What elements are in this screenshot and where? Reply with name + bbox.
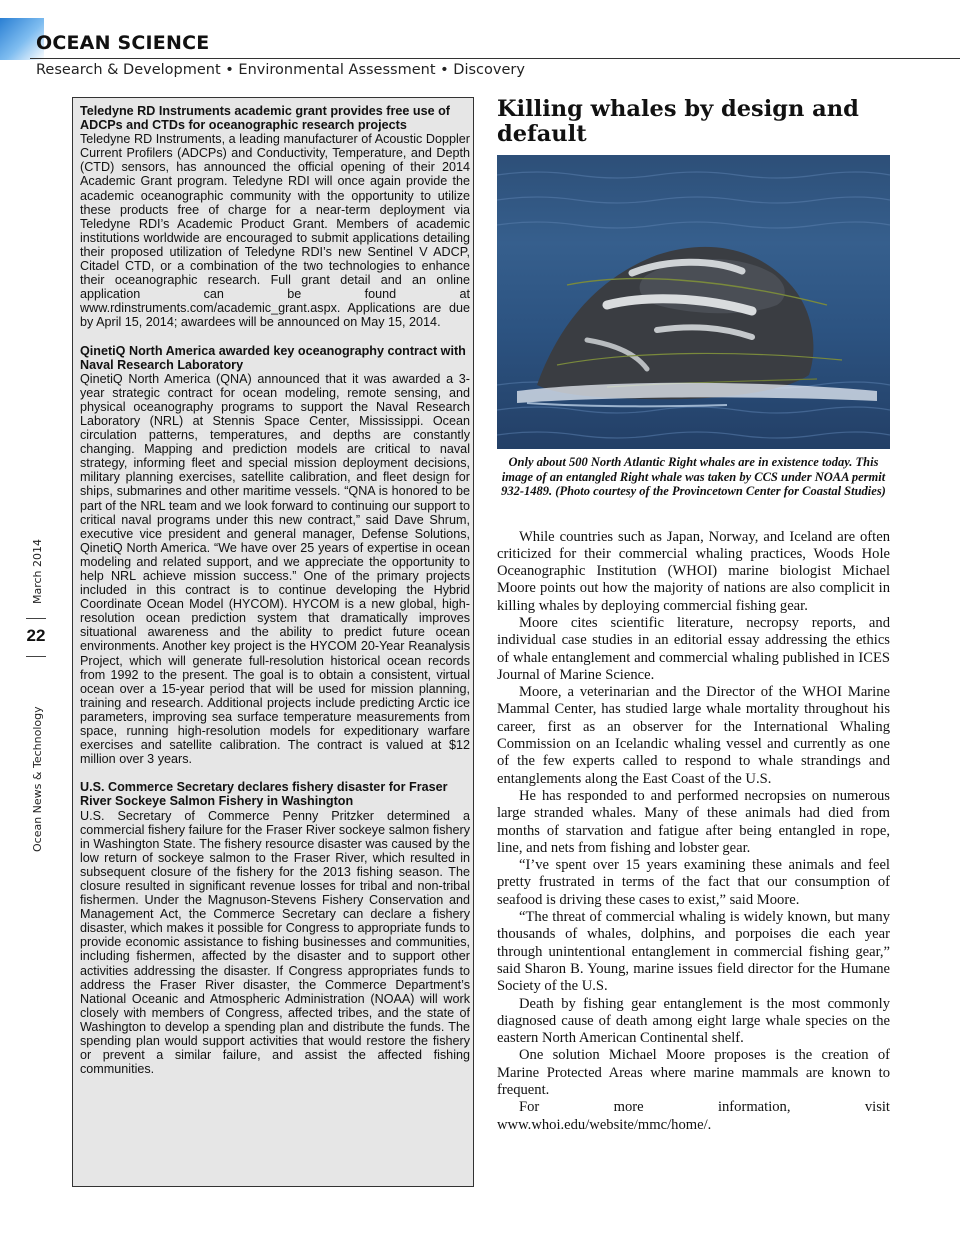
news-body: QinetiQ North America (QNA) announced that it was awarded a 3-year strategic contract for ocean modeling, remote sensing, and physical oceanography programs to support the Naval Research Laboratory (NRL) at Stennis Space Center, Mississippi. Ocean circulation patterns, temperatures, and depths are constantly changing. Mapping and prediction models are critical to naval strategy, informing fleet and special mission deployment decisions, military planning exercises, satellite calibration, and fleet design for ships, submarines and other maritime vessels. “QNA is honored to be part of the NRL team and we look forward to continuing our support to critical naval programs under this new contract,” said Dave Shrum, executive vice president and general manager, Defense Solutions, QinetiQ North America. “We have over 25 years of expertise in ocean modeling and related support, and we appreciate the opportunity to help NRL achieve mission success.” One of the primary projects included in this contract is to continue developing the Hybrid Coordinate Ocean Model (HYCOM). HYCOM is a new global, high-resolution ocean prediction system that dramatically improves situational awareness and the ability to predict future ocean environments. Another key project is the HYCOM 20-Year Reanalysis Project, which will generate full-resolution historical ocean records from 1992 to the present. The goal is to obtain a consistent, virtual ocean over a 15-year period that will be used for mission planning, training and research. Additional projects include predicting Arctic ice parameters, improving sea surface temperature measurements from space, running high-resolution models for expeditionary warfare exercises and satellite calibration. The contract is valued at $12 million over 3 years.: [80, 371, 470, 767]
article-paragraph: “I’ve spent over 15 years examining these animals and feel pretty frustrated in terms of the fact that our consumption of seafood is driving these cases to exist,” said Moore.: [497, 857, 890, 908]
article-title: Killing whales by design and default: [497, 96, 859, 147]
article-paragraph: While countries such as Japan, Norway, and Iceland are often criticized for their commercial whaling practices, Woods Hole Oceanographic Institution (WHOI) marine biologist Michael Moore points out how the majority of nations are also complicit in killing whales by deploying commercial fishing gear.: [497, 528, 890, 614]
sidebar-divider: [26, 618, 46, 619]
article-body: [497, 529, 890, 1134]
section-title: OCEAN SCIENCE: [36, 32, 210, 54]
whale-photo: [497, 155, 890, 449]
article-paragraph: One solution Michael Moore proposes is the creation of Marine Protected Areas where marine mammals are known to frequent.: [497, 1047, 890, 1098]
page-number: 22: [26, 626, 46, 645]
article-paragraph: He has responded to and performed necropsies on numerous large stranded whales. Many of these animals had died from months of starvation and fatigue after being entangled in rope, line, and nets from fishing and lobster gear.: [497, 787, 890, 856]
page-sidebar: [16, 530, 56, 860]
news-headline: U.S. Commerce Secretary declares fishery disaster for Fraser River Sockeye Salmon Fishery in Washington: [80, 780, 448, 809]
news-headline: Teledyne RD Instruments academic grant provides free use of ADCPs and CTDs for oceanographic research projects: [80, 104, 450, 133]
news-item: [80, 780, 470, 1076]
feature-article: [497, 97, 890, 1134]
news-body: Teledyne RD Instruments, a leading manufacturer of Acoustic Doppler Current Profilers (ADCPs) and Conductivity, Temperature, and Depth (CTD) sensors, has announced the official opening of their 2014 Academic Grant program. Teledyne RDI will once again provide the academic oceanographic community with the opportunity to utilize these products free of charge for a near-term deployment via Teledyne RDI’s Academic Product Grant. Members of academic institutions worldwide are encouraged to submit applications detailing their proposed utilization of Teledyne RDI’s new Sentinel V ADCP, Citadel CTD, or a combination of the two technologies to enhance their oceanographic research. Full grant detail and an online application can be found at www.rdinstruments.com/academic_grant.aspx. Applications are due by April 15, 2014; awardees will be announced on May 15, 2014.: [80, 132, 470, 330]
news-item: [80, 104, 470, 330]
article-paragraph: Death by fishing gear entanglement is the most commonly diagnosed cause of death among eight large whale species on the eastern North American Continental shelf.: [497, 995, 890, 1047]
news-body: U.S. Secretary of Commerce Penny Pritzker determined a commercial fishery failure for the Fraser River sockeye salmon fishery in Washington State. The fishery resource disaster was caused by the low return of sockeye salmon to the Fraser River, which resulted in subsequent closure of the fishery for the 2013 fishing season. The closure resulted in significant revenue losses for tribal and non-tribal fishermen. Under the Magnuson-Stevens Fishery Conservation and Management Act, the Commerce Secretary can declare a fishery disaster, which makes it possible for Congress to appropriate funds to provide economic assistance to fishing businesses and communities, including fishermen, affected by the disaster and to support other activities addressing the disaster. If Congress appropriates funds to address the Fraser River disaster, the Commerce Department’s National Oceanic and Atmospheric Administration (NOAA) will work closely with members of Congress, affected tribes, and the state of Washington to develop a spending plan and distribute the funds. The spending plan would support activities that would restore the fishery or prevent a similar failure, and assist the affected fishing communities.: [80, 808, 470, 1077]
article-paragraph: For more information, visit www.whoi.edu/website/mmc/home/.: [497, 1099, 890, 1133]
header-rule: [30, 58, 960, 59]
sidebar-divider: [26, 656, 46, 657]
section-subtitle: Research & Development • Environmental Assessment • Discovery: [36, 62, 525, 78]
article-paragraph: Moore cites scientific literature, necropsy reports, and individual case studies in an editorial essay addressing the ethics of whale entanglement and commercial whaling published in ICES Journal of Marine Science.: [497, 614, 890, 683]
photo-caption: Only about 500 North Atlantic Right whales are in existence today. This image of an entangled Right whale was taken by CCS under NOAA permit 932-1489. (Photo courtesy of the Provincetown Center for Coastal Studies): [501, 455, 886, 498]
publication-name: Ocean News & Technology: [31, 706, 44, 852]
issue-date: March 2014: [31, 538, 44, 604]
news-item: [80, 344, 470, 767]
news-headline: QinetiQ North America awarded key oceanography contract with Naval Research Laboratory: [80, 343, 466, 372]
article-paragraph: Moore, a veterinarian and the Director of the WHOI Marine Mammal Center, has studied large whale mortality throughout his career, first as an observer for the International Whaling Commission on an Icelandic whaling vessel and currently as one of the few experts called to respond to whale strandings and entanglements along the East Coast of the U.S.: [497, 684, 890, 787]
whale-photo-illustration: [497, 155, 890, 449]
article-paragraph: “The threat of commercial whaling is widely known, but many thousands of whales, dolphins, and porpoises die each year through unintentional entanglement in commercial fishing gear,” said Sharon B. Young, marine issues field director for the Humane Society of the U.S.: [497, 909, 890, 995]
news-briefs-box: [72, 97, 474, 1187]
